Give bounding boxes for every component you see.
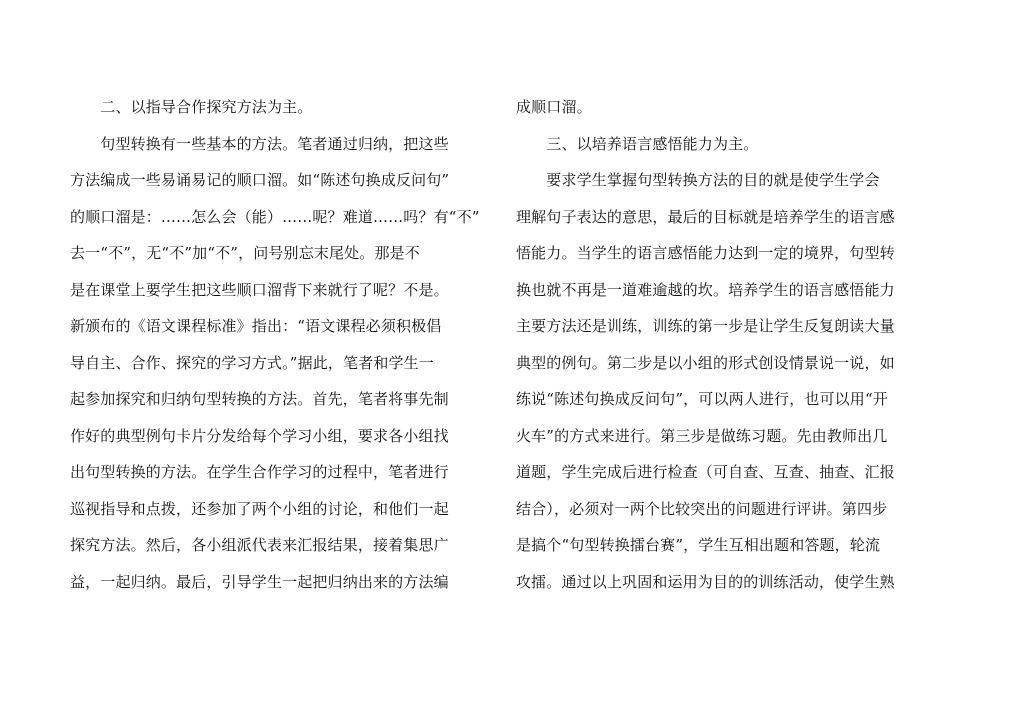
text-line: 成顺口溜。 [516,98,592,116]
text-line: 作好的典型例句卡片分发给每个学习小组，要求各小组找 [70,426,449,445]
text-line: 火车”的方式来进行。第三步是做练习题。先由教师出几 [516,426,888,445]
text-line: 益，一起归纳。最后，引导学生一起把归纳出来的方法编 [70,572,449,591]
text-line: 方法编成一些易诵易记的顺口溜。如“陈述句换成反问句” [70,171,450,189]
text-line: 句型转换有一些基本的方法。笔者通过归纳，把这些 [70,134,449,153]
left-text-column [70,89,496,600]
text-line: 的顺口溜是：……怎么会（能）……呢？难道……吗？有“不” [70,207,480,226]
text-line: 探究方法。然后，各小组派代表来汇报结果，接着集思广 [70,536,449,554]
text-line: 攻擂。通过以上巩固和运用为目的的训练活动，使学生熟 [516,572,895,591]
text-line: 结合），必须对一两个比较突出的问题进行评讲。第四步 [516,499,888,518]
text-line: 是搞个“句型转换擂台赛”，学生互相出题和答题，轮流 [516,536,881,554]
text-line: 理解句子表达的意思，最后的目标就是培养学生的语言感 [516,207,895,226]
text-line: 要求学生掌握句型转换方法的目的就是使学生学会 [516,171,880,189]
right-text-column [516,89,940,600]
text-line: 去一“不”，无“不”加“不”，问号别忘末尾处。那是不 [70,244,420,262]
text-line: 换也就不再是一道难逾越的坎。培养学生的语言感悟能力 [516,280,895,299]
text-line: 导自主、合作、探究的学习方式。”据此，笔者和学生一 [70,353,434,372]
text-line: 典型的例句。第二步是以小组的形式创设情景说一说，如 [516,353,895,372]
text-line: 二、以指导合作探究方法为主。 [70,98,313,116]
text-line: 悟能力。当学生的语言感悟能力达到一定的境界，句型转 [516,244,895,262]
text-line: 道题，学生完成后进行检查（可自查、互查、抽查、汇报 [516,463,895,481]
text-line: 练说“陈述句换成反问句”，可以两人进行，也可以用“开 [516,390,888,408]
text-line: 三、以培养语言感悟能力为主。 [516,134,759,153]
text-line: 巡视指导和点拨，还参加了两个小组的讨论，和他们一起 [70,499,449,518]
text-line: 起参加探究和归纳句型转换的方法。首先，笔者将事先制 [70,390,449,408]
text-line: 主要方法还是训练，训练的第一步是让学生反复朗读大量 [516,317,895,335]
text-line: 出句型转换的方法。在学生合作学习的过程中，笔者进行 [70,463,449,481]
text-line: 是在课堂上要学生把这些顺口溜背下来就行了呢？不是。 [70,280,449,299]
text-line: 新颁布的《语文课程标准》指出：“语文课程必须积极倡 [70,317,442,335]
